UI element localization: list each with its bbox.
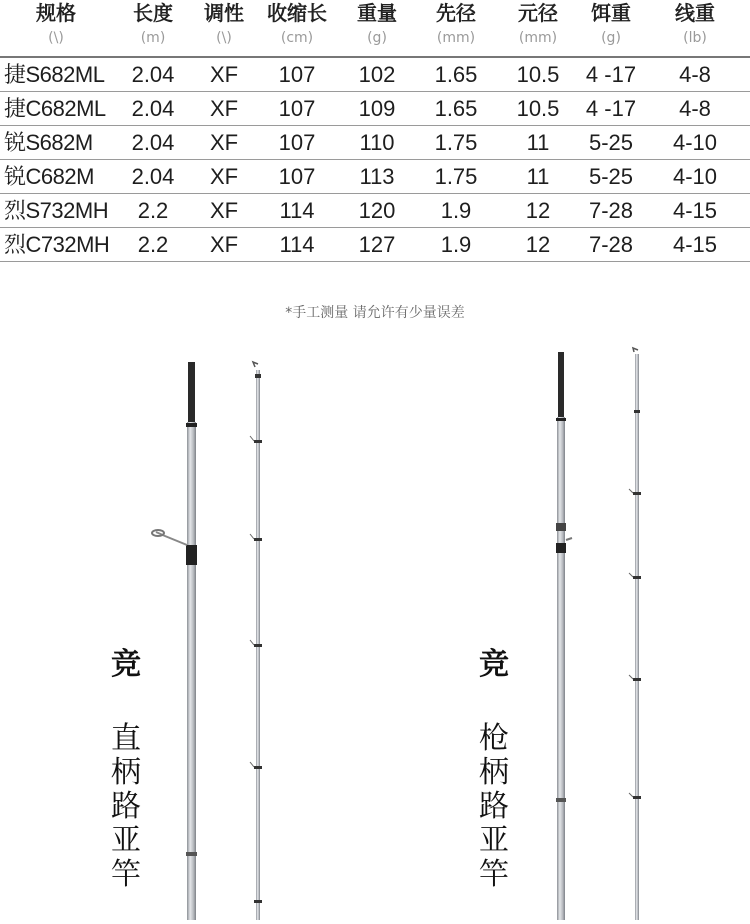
header-label: 饵重 [591,1,631,25]
table-cell: 107 [278,62,316,87]
header-label: 先径 [436,1,476,25]
table-cell: 1.75 [434,164,478,189]
table-cell: 2.04 [131,96,175,121]
right-rod-type [474,722,514,892]
table-cell: XF [209,96,239,121]
table-cell: 4 -17 [585,96,637,121]
table-cell: 120 [358,198,396,223]
table-cell: 1.65 [434,96,478,121]
right-rod-butt [556,352,572,920]
table-cell: 102 [358,62,396,87]
table-cell: 107 [278,130,316,155]
table-cell: 5-25 [588,130,634,155]
header-cell [591,0,631,48]
title-char: 柄 [111,755,141,790]
title-char: 路 [479,789,509,824]
table-cell: 12 [525,232,551,257]
table-cell: 114 [279,198,315,223]
table-cell: 1.65 [434,62,478,87]
header-cell [436,0,476,48]
left-rod-tip [250,362,262,920]
table-cell: 1.9 [440,198,472,223]
table-cell: 12 [525,198,551,223]
table-header [0,0,750,56]
table-cell: 11 [526,130,550,155]
header-unit: (lb) [683,30,707,46]
model-cell: 锐C682M [4,164,94,189]
header-unit: (mm) [436,30,476,46]
table-cell: XF [209,164,239,189]
model-cell: 捷S682ML [4,62,105,87]
left-rod-butt [152,362,197,920]
table-cell: 107 [278,164,316,189]
table-row [0,193,750,227]
title-char: 路 [111,789,141,824]
table-cell: 5-25 [588,164,634,189]
table-cell: 1.75 [434,130,478,155]
table-row [0,159,750,193]
table-cell: 11 [526,164,550,189]
table-body [0,56,750,262]
table-cell: 10.5 [516,62,560,87]
table-cell: XF [209,62,239,87]
right-rod-brand: 竞 [479,647,509,682]
header-cell [675,0,715,48]
model-cell: 锐S682M [4,130,93,155]
table-cell: 1.9 [440,232,472,257]
header-label: 长度 [133,1,173,25]
table-cell: XF [209,232,239,257]
table-cell: 7-28 [588,232,634,257]
table-cell: 114 [279,232,315,257]
table-row [0,125,750,159]
table-cell: 4-15 [672,232,718,257]
header-unit: (g) [601,30,621,46]
header-cell [357,0,397,48]
table-row [0,56,750,91]
table-cell: 2.04 [131,62,175,87]
header-unit: (m) [140,30,166,46]
header-unit: (cm) [280,30,314,46]
table-cell: 7-28 [588,198,634,223]
header-label: 元径 [518,1,558,25]
table-cell: 109 [358,96,396,121]
title-char: 柄 [479,755,509,790]
header-cell [518,0,558,48]
header-cell [204,0,244,48]
table-cell: 110 [359,130,395,155]
table-cell: 2.04 [131,164,175,189]
header-label: 线重 [675,1,715,25]
model-cell: 烈S732MH [4,198,109,223]
table-cell: 4-8 [679,62,711,87]
table-cell: 2.2 [137,232,169,257]
table-cell: 4-10 [672,130,718,155]
header-unit: (g) [367,30,387,46]
table-cell: XF [209,198,239,223]
table-cell: 113 [359,164,395,189]
header-unit: (\) [216,30,232,46]
title-char: 亚 [479,823,509,858]
right-rod-tip [629,348,641,920]
table-cell: 107 [278,96,316,121]
table-cell: 4-10 [672,164,718,189]
title-char: 竿 [479,857,509,892]
table-cell: 2.04 [131,130,175,155]
model-cell: 烈C732MH [4,232,110,257]
header-label: 调性 [204,1,244,25]
title-char: 竿 [111,857,141,892]
rod-illustration [0,340,750,920]
title-char: 直 [111,721,141,756]
table-cell: 10.5 [516,96,560,121]
measurement-note: *手工测量 请允许有少量误差 [285,305,465,321]
header-label: 重量 [357,1,397,25]
table-cell: XF [209,130,239,155]
header-label: 收缩长 [267,1,327,25]
left-rod-type [106,722,146,892]
title-char: 枪 [479,721,509,756]
left-rod-brand: 竞 [111,647,141,682]
header-unit: (mm) [518,30,558,46]
header-cell [133,0,173,48]
table-cell: 2.2 [137,198,169,223]
table-row [0,227,750,262]
header-label: 规格 [36,1,76,25]
header-cell [36,0,76,48]
table-cell: 4 -17 [585,62,637,87]
table-cell: 4-15 [672,198,718,223]
table-cell: 4-8 [679,96,711,121]
spec-table [0,0,750,262]
title-char: 亚 [111,823,141,858]
model-cell: 捷C682ML [4,96,106,121]
header-cell [267,0,327,48]
header-unit: (\) [48,30,64,46]
table-row [0,91,750,125]
table-cell: 127 [358,232,396,257]
